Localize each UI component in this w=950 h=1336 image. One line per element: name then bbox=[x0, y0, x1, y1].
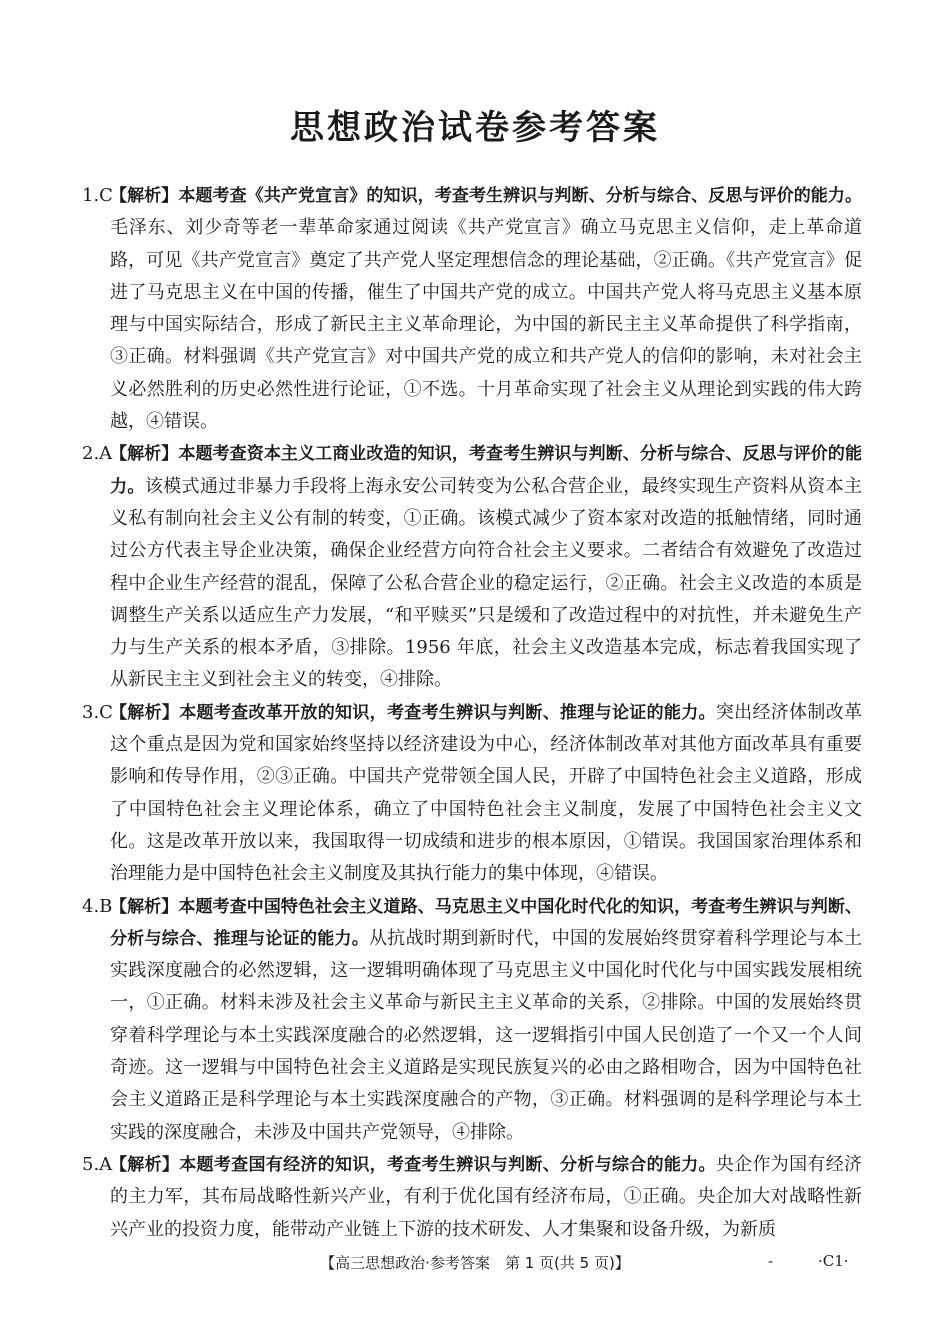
answer-analysis-head: 【解析】本题考查中国特色社会主义道路、马克思主义中国化时代化的知识，考查考生辨识与判断、分析与综合、推理与论证的能力。 bbox=[110, 896, 862, 949]
answer-item-4 bbox=[82, 891, 862, 1149]
answer-number: 1.C bbox=[82, 185, 113, 206]
answer-analysis-body: 毛泽东、刘少奇等老一辈革命家通过阅读《共产党宣言》确立马克思主义信仰，走上革命道路，可见《共产党宣言》奠定了共产党人坚定理想信念的理论基础，②正确。《共产党宣言》促进了马克思主义在中国的传播，催生了中国共产党的成立。中国共产党人将马克思主义基本原理与中国实际结合，形成了新民主主义革命理论，为中国的新民主主义革命提供了科学指南，③正确。材料强调《共产党宣言》对中国共产党的成立和共产党人的信仰的影响，未对社会主义必然胜利的历史必然性进行论证，①不选。十月革命实现了社会主义从理论到实践的伟大跨越，④错误。 bbox=[110, 217, 862, 433]
answer-analysis-body: 央企作为国有经济的主力军，其布局战略性新兴产业，有利于优化国有经济布局，①正确。央企加大对战略性新兴产业的投资力度，能带动产业链上下游的技术研发、人才集聚和设备升级，为新质 bbox=[110, 1153, 863, 1240]
footer-mark: - bbox=[768, 1252, 774, 1270]
page-footer: 【高三思想政治·参考答案 第 1 页(共 5 页)】 bbox=[320, 1254, 630, 1272]
answer-number: 3.C bbox=[82, 701, 113, 723]
answer-analysis-body: 该模式通过非暴力手段将上海永安公司转变为公私合营企业，最终实现生产资料从资本主义私有制向社会主义公有制的转变，①正确。该模式减少了资本家对改造的抵触情绪，同时通过公方代表主导企业决策，确保企业经营方向符合社会主义要求。二者结合有效避免了改造过程中企业生产经营的混乱，保障了公私合营企业的稳定运行，②正确。社会主义改造的本质是调整生产关系以适应生产力发展，“和平赎买”只是缓和了改造过程中的对抗性，并未避免生产力与生产关系的根本矛盾，③排除。1956 年底，社会主义改造基本完成，标志着我国实现了从新民主主义到社会主义的转变，④排除。 bbox=[110, 475, 863, 691]
answer-number: 2.A bbox=[82, 443, 113, 465]
answer-number: 4.B bbox=[82, 895, 113, 917]
answer-item-2 bbox=[82, 438, 862, 696]
answer-item-5 bbox=[82, 1149, 862, 1246]
answer-analysis-head: 【解析】本题考查资本主义工商业改造的知识，考查考生辨识与判断、分析与综合、反思与评价的能力。 bbox=[110, 444, 862, 497]
footer-code: ·C1· bbox=[818, 1252, 849, 1270]
page-title: 思想政治试卷参考答案 bbox=[290, 108, 660, 148]
answer-analysis-head: 【解析】本题考查改革开放的知识，考查考生辨识与判断、推理与论证的能力。 bbox=[110, 702, 716, 723]
answer-item-1 bbox=[82, 180, 862, 438]
answer-number: 5.A bbox=[82, 1153, 113, 1175]
answer-list bbox=[82, 180, 862, 1246]
answer-analysis-body: 从抗战时期到新时代，中国的发展始终贯穿着科学理论与本土实践深度融合的必然逻辑，这一逻辑明确体现了马克思主义中国化时代化与中国实践发展相统一，①正确。材料未涉及社会主义革命与新民主主义革命的关系，②排除。中国的发展始终贯穿着科学理论与本土实践深度融合的必然逻辑，这一逻辑指引中国人民创造了一个又一个人间奇迹。这一逻辑与中国特色社会主义道路是实现民族复兴的必由之路相吻合，因为中国特色社会主义道路正是科学理论与本土实践深度融合的产物，③正确。材料强调的是科学理论与本土实践的深度融合，未涉及中国共产党领导，④排除。 bbox=[110, 927, 863, 1143]
answer-analysis-head: 【解析】本题考查《共产党宣言》的知识，考查考生辨识与判断、分析与综合、反思与评价的能力。 bbox=[110, 186, 862, 206]
answer-analysis-body: 突出经济体制改革这个重点是因为党和国家始终坚持以经济建设为中心，经济体制改革对其他方面改革具有重要影响和传导作用，②③正确。中国共产党带领全国人民，开辟了中国特色社会主义道路，形成了中国特色社会主义理论体系，确立了中国特色社会主义制度，发展了中国特色社会主义文化。这是改革开放以来，我国取得一切成绩和进步的根本原因，①错误。我国国家治理体系和治理能力是中国特色社会主义制度及其执行能力的集中体现，④错误。 bbox=[110, 701, 863, 885]
answer-item-3 bbox=[82, 697, 862, 891]
answer-analysis-head: 【解析】本题考查国有经济的知识，考查考生辨识与判断、分析与综合的能力。 bbox=[110, 1154, 716, 1175]
